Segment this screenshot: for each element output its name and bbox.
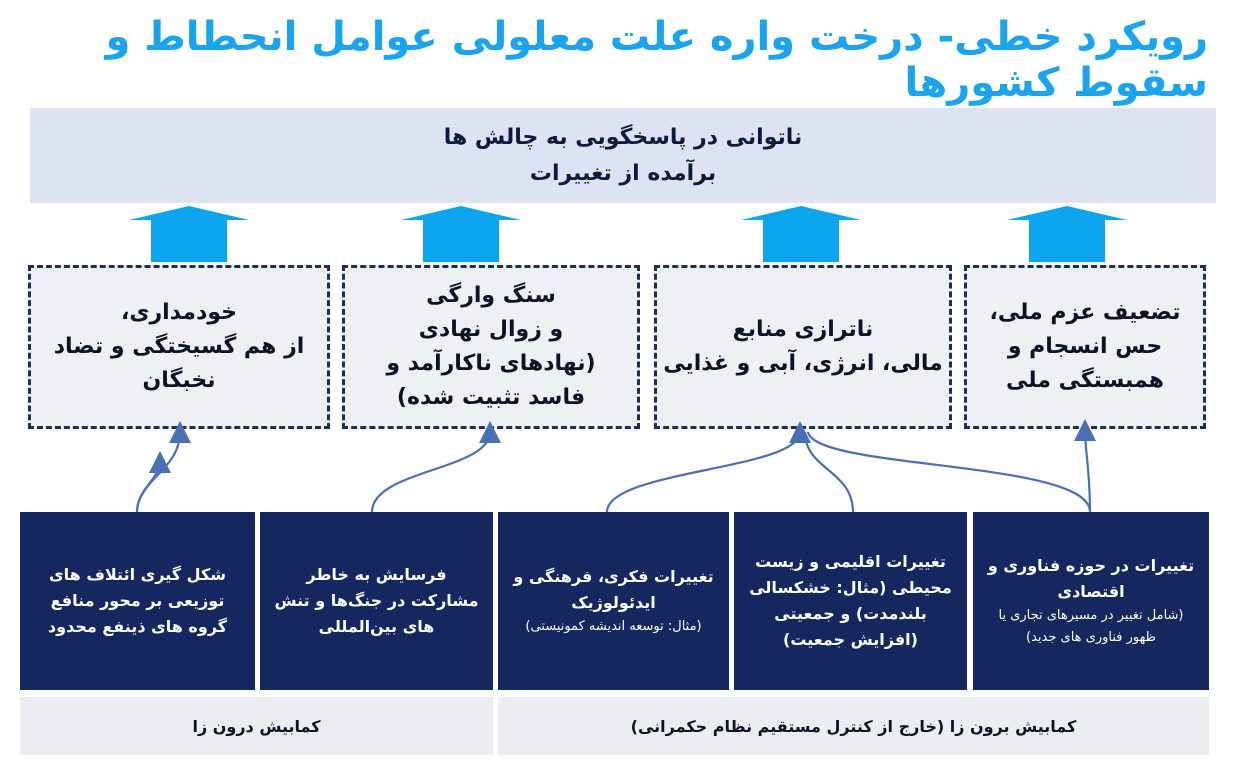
- driver-box-distributional-coalitions: [20, 512, 255, 690]
- driver-box-technology-economy: [973, 512, 1209, 690]
- cause-text: سنگ وارگی: [426, 283, 556, 308]
- cause-text: (نهادهای ناکارآمد و: [386, 351, 596, 376]
- cause-text: فاسد تثبیت شده): [396, 385, 586, 410]
- cause-text: ناترازی منابع: [732, 317, 874, 342]
- footer-text: کمابیش برون زا (خارج از کنترل مستقیم نظام حکمرانی): [630, 716, 1077, 736]
- cause-text: همبستگی ملی: [1006, 368, 1164, 393]
- footer-text: کمابیش درون زا: [192, 716, 321, 736]
- driver-title: تغییرات در حوزه فناوری و اقتصادی: [987, 556, 1195, 601]
- cause-box-institutional-decay: [342, 265, 640, 429]
- cause-text: خودمداری،: [121, 300, 237, 325]
- outcome-box: [30, 108, 1216, 203]
- cause-text: تضعیف عزم ملی،: [989, 300, 1181, 325]
- driver-title: تغییرات فکری، فرهنگی و ایدئولوژیک: [513, 567, 714, 612]
- cause-box-elite-conflict: [28, 265, 330, 429]
- driver-box-climate-demographic: [734, 512, 967, 690]
- cause-text: مالی، انرژی، آبی و غذایی: [663, 351, 943, 376]
- up-arrow-icon: [129, 206, 249, 262]
- outcome-line-2: برآمده از تغییرات: [529, 160, 717, 186]
- driver-title: شکل گیری ائتلاف های توزیعی بر محور منافع گروه های ذینفع محدود: [47, 565, 228, 636]
- driver-box-war-erosion: [260, 512, 493, 690]
- cause-text: نخبگان: [142, 368, 216, 393]
- outcome-line-1: ناتوانی در پاسخگویی به چالش ها: [443, 124, 803, 150]
- driver-title: تغییرات اقلیمی و زیست محیطی (مثال: خشکسالی بلندمدت) و جمعیتی (افزایش جمعیت): [749, 552, 952, 649]
- up-arrow-icon: [741, 206, 861, 262]
- cause-text: حس انسجام و: [1007, 334, 1163, 359]
- cause-box-national-will: [964, 265, 1206, 429]
- footer-external-label: [498, 697, 1209, 755]
- cause-text: و زوال نهادی: [418, 317, 564, 342]
- diagram-title: رویکرد خطی- درخت واره علت معلولی عوامل انحطاط و سقوط کشورها: [105, 14, 1208, 106]
- driver-subtitle: (مثال: توسعه اندیشه کمونیستی): [525, 619, 702, 634]
- up-arrow-icon: [1007, 206, 1127, 262]
- cause-box-resource-imbalance: [654, 265, 952, 429]
- up-arrow-icon: [401, 206, 521, 262]
- driver-box-ideological-change: [498, 512, 729, 690]
- footer-internal-label: [20, 697, 493, 755]
- driver-title: فرسایش به خاطر مشارکت در جنگ‌ها و تنش های بین‌المللی: [274, 565, 479, 636]
- driver-subtitle: (شامل تغییر در مسیرهای تجاری یا ظهور فناوری های جدید): [998, 608, 1184, 645]
- cause-text: از هم گسیختگی و تضاد: [53, 334, 305, 359]
